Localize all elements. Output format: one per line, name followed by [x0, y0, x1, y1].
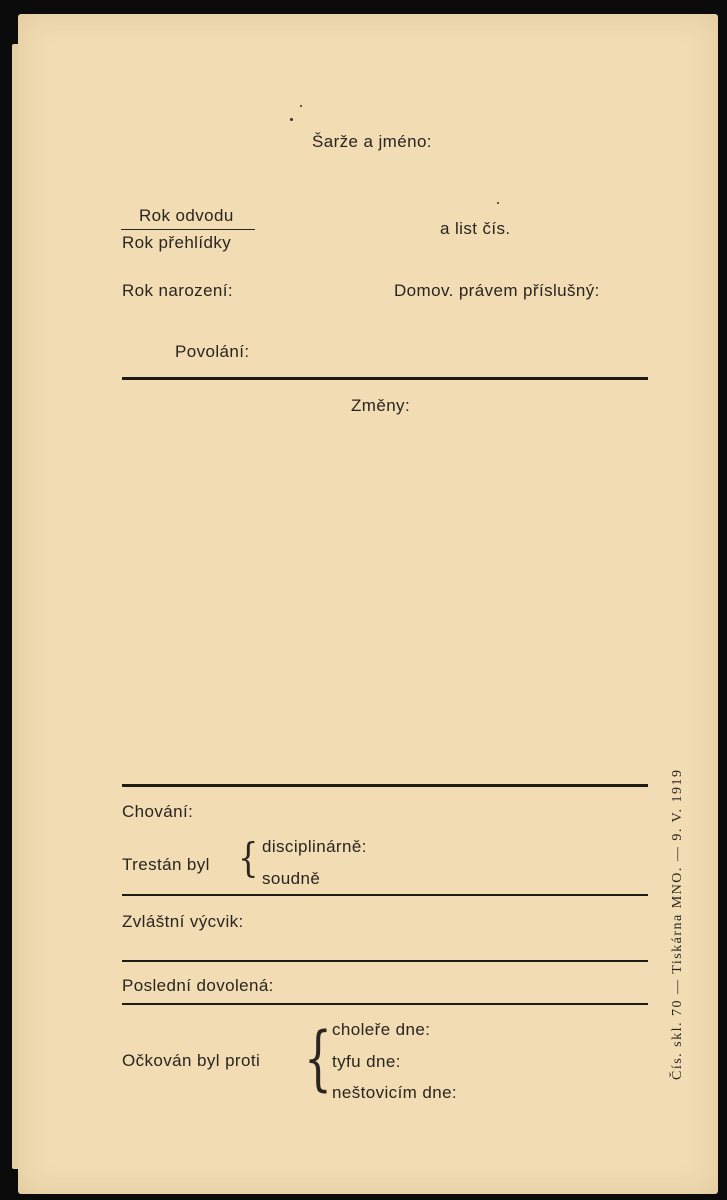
divider-rule: [122, 1003, 648, 1005]
vaccine-smallpox-label: neštovicím dne:: [332, 1083, 458, 1102]
punished-disciplinary-label: disciplinárně:: [262, 837, 367, 856]
rank-name-label: Šarže a jméno:: [312, 132, 432, 151]
fraction-line: [121, 229, 255, 230]
vaccine-cholera-label: choleře dne:: [332, 1020, 431, 1039]
punished-label: Trestán byl: [122, 855, 210, 874]
paper-speck: [497, 202, 499, 204]
conduct-label: Chování:: [122, 802, 194, 821]
list-number-label: a list čís.: [440, 219, 511, 238]
occupation-label: Povolání:: [175, 342, 250, 361]
changes-label: Změny:: [351, 396, 411, 415]
divider-rule: [122, 784, 648, 787]
domicile-label: Domov. právem příslušný:: [394, 281, 600, 300]
year-conscription-label: Rok odvodu: [139, 206, 234, 225]
special-training-label: Zvláštní výcvik:: [122, 912, 244, 931]
divider-rule: [122, 960, 648, 962]
divider-rule: [122, 894, 648, 896]
paper-speck: [300, 105, 302, 107]
left-brace-icon: {: [304, 1018, 332, 1100]
punished-court-label: soudně: [262, 869, 321, 888]
vaccinated-label: Očkován byl proti: [122, 1051, 261, 1070]
divider-rule: [122, 377, 648, 380]
left-brace-icon: {: [238, 834, 259, 882]
record-card: [18, 14, 718, 1194]
paper-speck: [290, 118, 293, 121]
printer-note: Čís. skl. 70 — Tiskárna MNO. — 9. V. 1919: [670, 768, 685, 1080]
year-review-label: Rok přehlídky: [122, 233, 232, 252]
vaccine-typhus-label: tyfu dne:: [332, 1052, 401, 1071]
birth-year-label: Rok narození:: [122, 281, 234, 300]
last-leave-label: Poslední dovolená:: [122, 976, 274, 995]
